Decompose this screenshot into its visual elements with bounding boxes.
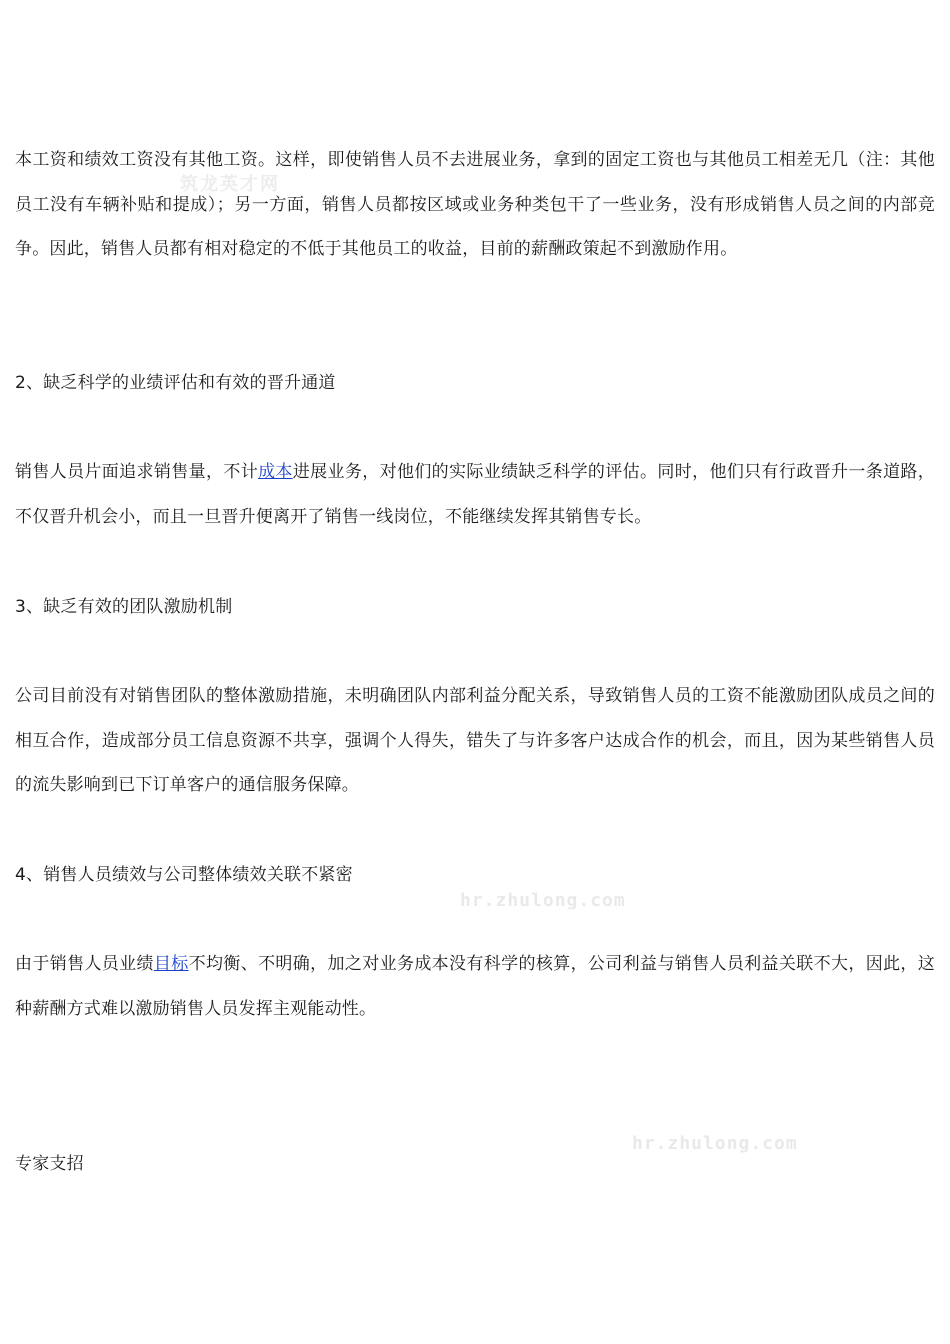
section-heading-expert-tips: 专家支招 xyxy=(15,1154,84,1174)
section-heading-2: 2、缺乏科学的业绩评估和有效的晋升通道 xyxy=(15,373,336,393)
paragraph-text: 不均衡、不明确，加之对业务成本没有科学的核算，公司利益与销售人员利益关联不大，因此，这种薪酬方式难以激励销售人员发挥主观能动性。 xyxy=(15,954,935,1019)
watermark-url: hr.zhulong.com xyxy=(460,890,626,911)
section-heading-3: 3、缺乏有效的团队激励机制 xyxy=(15,597,233,617)
watermark-url: hr.zhulong.com xyxy=(632,1133,798,1154)
link-target[interactable]: 目标 xyxy=(153,954,189,974)
link-cost[interactable]: 成本 xyxy=(258,462,293,482)
paragraph-text: 销售人员片面追求销售量，不计 xyxy=(15,462,259,482)
paragraph-text: 由于销售人员业绩 xyxy=(15,954,154,974)
paragraph-performance-linkage xyxy=(15,942,935,1031)
section-heading-4: 4、销售人员绩效与公司整体绩效关联不紧密 xyxy=(15,865,353,885)
paragraph-performance-evaluation xyxy=(15,450,935,539)
paragraph-text: 进展业务，对他们的实际业绩缺乏科学的评估。同时，他们只有行政晋升一条道路，不仅晋升机会小，而且一旦晋升便离开了销售一线岗位，不能继续发挥其销售专长。 xyxy=(15,462,935,527)
paragraph-salary-structure: 本工资和绩效工资没有其他工资。这样，即使销售人员不去进展业务，拿到的固定工资也与其他员工相差无几（注：其他员工没有车辆补贴和提成）；另一方面，销售人员都按区域或业务种类包干了一些业务，没有形成销售人员之间的内部竞争。因此，销售人员都有相对稳定的不低于其他员工的收益，目前的薪酬政策起不到激励作用。 xyxy=(15,150,935,259)
paragraph-team-incentive: 公司目前没有对销售团队的整体激励措施，未明确团队内部利益分配关系，导致销售人员的工资不能激励团队成员之间的相互合作，造成部分员工信息资源不共享，强调个人得失，错失了与许多客户达成合作的机会，而且，因为某些销售人员的流失影响到已下订单客户的通信服务保障。 xyxy=(15,686,935,795)
watermark-cn: 筑龙英才网 xyxy=(180,174,280,195)
